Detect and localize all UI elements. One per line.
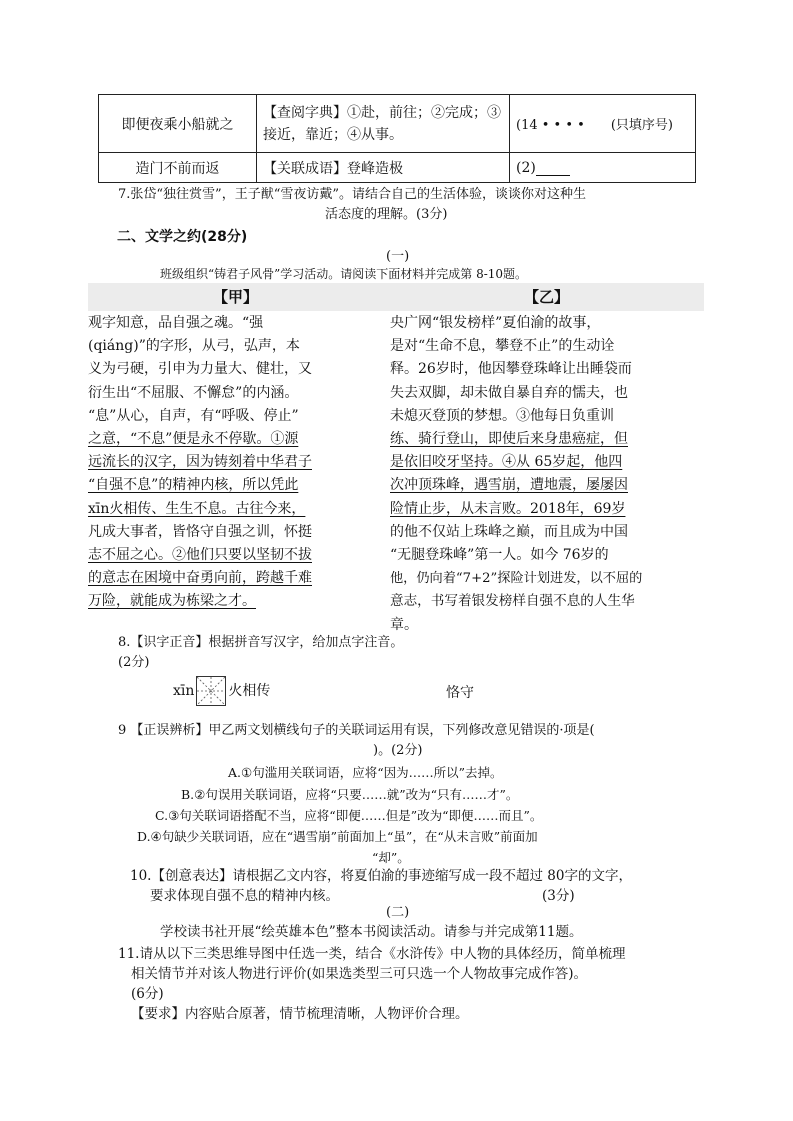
jia-line: 凡成大事者，皆恪守自强之训，怀挺 — [88, 523, 312, 540]
q8-line1: 8.【识字正音】根据拼音写汉字，给加点字注音。 — [118, 635, 404, 650]
part2-label: (二) — [386, 905, 410, 920]
q9-option-c: C.③句关联词语搭配不当，应将“即便……但是”改为“即便……而且”。 — [155, 808, 543, 823]
yi-line: 是对“生命不息，攀登不止”的生动诠 — [390, 338, 615, 355]
writing-grid-box[interactable] — [196, 676, 226, 706]
word-after-box: 火相传 — [228, 683, 271, 699]
table-cell-phrase: 即便夜乘小船就之 — [99, 95, 257, 153]
jia-line: 的意志在困境中奋勇向前，跨越千难 — [88, 570, 312, 587]
jia-line: xīn火相传、生生不息。古往今来， — [88, 500, 306, 517]
table-row — [99, 153, 696, 183]
q11-line2: 相关情节并对该人物进行评价(如果选类型三可只选一个人物故事完成作答)。 — [131, 966, 588, 982]
jia-line: 观字知意，品自强之魂。“强 — [88, 315, 264, 331]
q10-line2: 要求体现自强不息的精神内核。 — [150, 888, 339, 904]
q8-line2: (2分) — [118, 655, 150, 670]
yi-line: 险情止步，从未言败。2018年，69岁 — [390, 500, 626, 517]
yi-line: 他，仍向着“7+2”探险计划进发，以不屈的 — [390, 571, 643, 587]
material-header-bar — [88, 283, 704, 311]
jia-line: 万险，就能成为栋梁之才。 — [88, 593, 256, 610]
table-cell-phrase: 造门不前而返 — [99, 153, 257, 183]
answer-blank[interactable] — [536, 161, 570, 176]
pinyin-text: xīn — [173, 683, 195, 699]
q11-requirement: 【要求】内容贴合原著，情节梳理清晰，人物评价合理。 — [131, 1006, 469, 1022]
yi-line: 未熄灭登顶的梦想。③他每日负重训 — [390, 407, 614, 424]
jia-line: “自强不息”的精神内核，所以凭此 — [88, 477, 299, 494]
q10-line1: 10.【创意表达】请根据乙文内容，将夏伯渝的事迹缩写成一段不超过 80字的文字， — [130, 868, 632, 884]
q9-option-d: D.④句缺少关联词语，应在“遇雪崩”前面加上“虽”，在“从未言败”前面加 — [137, 829, 538, 844]
part1-label: (一) — [386, 249, 410, 264]
jia-heading: 【甲】 — [213, 288, 259, 306]
jia-line: 衍生出“不屈服、不懈怠”的内涵。 — [88, 384, 299, 401]
yi-line: 章。 — [390, 616, 418, 633]
jia-line: (qiáng)”的字形，从弓，弘声，本 — [88, 338, 300, 355]
jia-line: 远流长的汉字，因为铸刻着中华君子 — [88, 454, 312, 471]
yi-line: 失去双脚，却未做自暴自弃的懦夫，也 — [390, 384, 628, 401]
yi-line: 的他不仅站上珠峰之巅，而且成为中国 — [390, 523, 628, 540]
q9-line2: )。(2分) — [373, 743, 423, 758]
yi-heading: 【乙】 — [524, 288, 570, 306]
table-cell-info: 【查阅字典】①赴，前往；②完成；③接近，靠近；④从事。 — [257, 95, 510, 153]
table-cell-answer: (14 • • • • (只填序号) — [510, 95, 696, 153]
vocab-table — [98, 94, 696, 183]
yi-line: 意志，书写着银发榜样自强不息的人生华 — [390, 593, 635, 610]
yi-line: 央广网“银发榜样”夏伯渝的故事， — [390, 315, 601, 331]
jia-line: “息”从心，自声，有“呼吸、停止” — [88, 407, 299, 424]
jia-line: 义为弓硬，引申为力量大、健壮，又 — [88, 361, 312, 378]
part2-intro: 学校读书社开展“绘英雄本色”整本书阅读活动。请参与并完成第11题。 — [160, 924, 583, 940]
yi-line: “无腿登珠峰”第一人。如今 76岁的 — [390, 547, 609, 564]
q7-line1: 7.张岱“独往赏雪”，王子猷“雪夜访戴”。请结合自己的生活体验，谈谈你对这种生 — [118, 187, 586, 202]
table-row — [99, 95, 696, 153]
q9-option-a: A.①句滥用关联词语，应将“因为……所以”去掉。 — [228, 765, 503, 780]
yi-line: 练、骑行登山，即使后来身患癌症，但 — [390, 431, 628, 448]
q10-score: (3分) — [542, 888, 575, 904]
jia-text — [88, 312, 378, 614]
q7-line2: 活态度的理解。(3分) — [325, 207, 448, 222]
yi-line: 释。26岁时，他因攀登珠峰让出睡袋而 — [390, 361, 632, 378]
yi-line: 次冲顶珠峰，遇雪崩，遭地震，屡屡因 — [390, 477, 628, 494]
section-title: 二、文学之约(28分) — [117, 229, 248, 245]
q11-line1: 11.请从以下三类思维导图中任选一类，结合《水浒传》中人物的具体经历，简单梳理 — [118, 946, 626, 962]
part1-intro: 班级组织“铸君子风骨”学习活动。请阅读下面材料并完成第 8-10题。 — [160, 267, 528, 281]
q8-word2: 恪守 — [446, 685, 474, 701]
table-cell-answer — [510, 153, 696, 183]
yi-line: 是依旧咬牙坚持。④从 65岁起，他四 — [390, 454, 623, 471]
q9-line1: 9 【正误辨析】甲乙两文划横线句子的关联词运用有误，下列修改意见错误的·项是( — [118, 723, 595, 738]
yi-text — [390, 312, 708, 637]
answer-label: (2) — [516, 159, 536, 176]
table-cell-info: 【关联成语】登峰造极 — [257, 153, 510, 183]
jia-line: 志不屈之心。②他们只要以坚韧不拔 — [88, 547, 312, 564]
q9-option-b: B.②句误用关联词语，应将“只要……就”改为“只有……才”。 — [181, 787, 519, 802]
q8-item1 — [173, 676, 270, 708]
grid-lines-icon — [197, 677, 225, 705]
q9-option-d-tail: “却”。 — [372, 850, 410, 865]
jia-line: 之意，“不息”便是永不停歇。①源 — [88, 431, 299, 448]
q11-line3: (6分) — [131, 986, 164, 1002]
